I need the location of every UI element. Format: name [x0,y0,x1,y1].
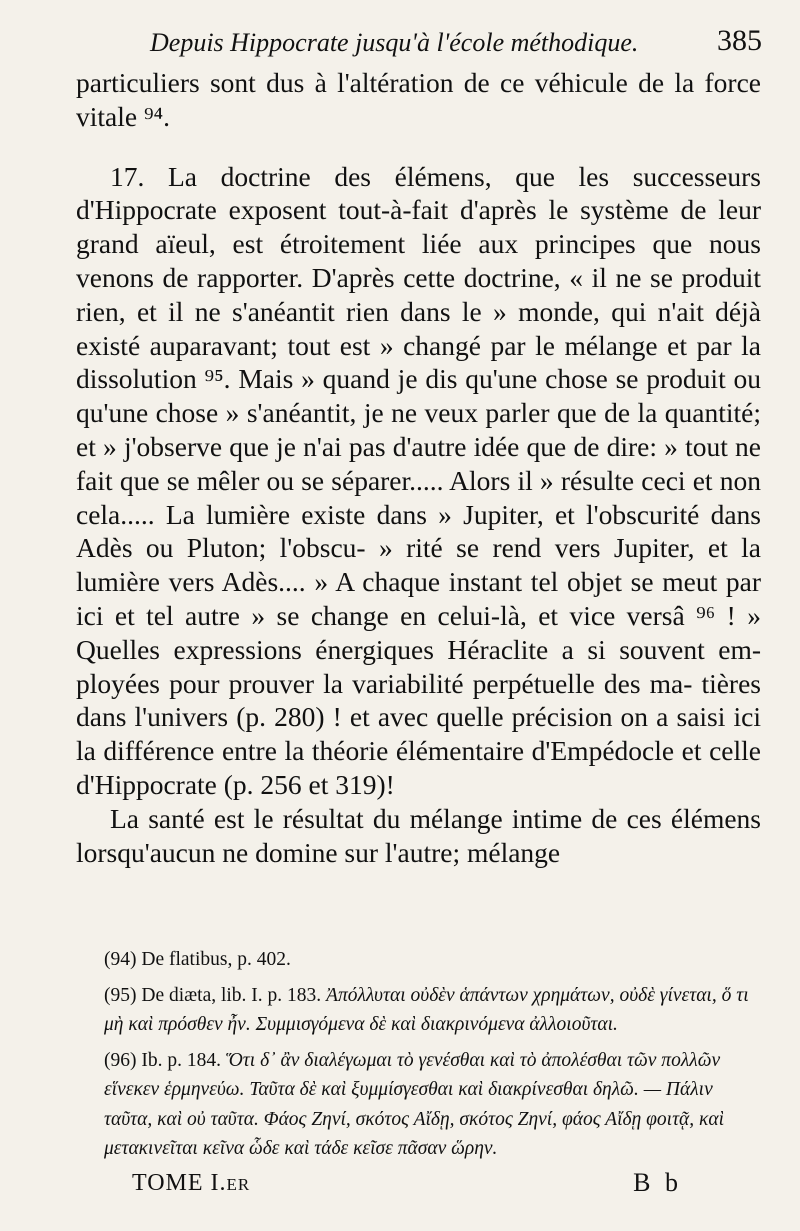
footnote-96 [104,1046,764,1164]
footnote-95-greek: Ἀπόλλυται οὐδὲν ἁπάντων χρημάτων, οὐδὲ γίνεται, ὅ τι μὴ καὶ πρόσθεν ἦν. Συμμισγόμενα δὲ καὶ διακρινόμενα ἀλλοιοῦται. [104,984,749,1035]
paragraph-sante: La santé est le résultat du mélange intime de ces élémens lorsqu'aucun ne domine sur l'autre; mélange [76,802,761,868]
running-title: Depuis Hippocrate jusqu'à l'école méthodique. [150,28,639,57]
running-header [150,24,770,64]
page-number: 385 [717,24,762,57]
signature-mark: B b [633,1168,682,1197]
footnote-95 [104,981,764,1040]
tome-label: TOME I.er [132,1170,251,1196]
footnote-96-greek: Ὅτι δ᾽ ἂν διαλέγωμαι τὸ γενέσθαι καὶ τὸ ἀπολέσθαι τῶν πολλῶν εἵνεκεν ἑρμηνεύω. Ταῦτα δὲ καὶ ξυμμίσγεσθαι καὶ διακρίνεσθαι δηλῶ. — Πάλιν ταῦτα, καὶ οὐ ταῦτα. Φάος Ζηνί, σκότος Αἴδῃ, σκότος Ζηνί, φάος Αἴδῃ φοιτᾷ, καὶ μετακινεῖται κεῖνα ὧδε καὶ τάδε κεῖσε πᾶσαν ὥρην. [104,1049,725,1159]
paragraph-continuation: particuliers sont dus à l'altération de ce véhicule de la force vitale ⁹⁴. [76,67,761,132]
page-footer [132,1162,682,1202]
main-text [76,66,761,869]
footnote-94: (94) De flatibus, p. 402. [104,949,291,970]
paragraph-17: 17. La doctrine des élémens, que les successeurs d'Hippocrate exposent tout-à-fait d'après le système de leur grand aïeul, est étroitement liée aux principes que nous venons de rapporter. D'après cette doctrine, « il ne se produit rien, et il ne s'anéantit rien dans le » monde, qui n'ait déjà existé auparavant; tout est » changé par le mélange et par la dissolution ⁹⁵. Mais » quand je dis qu'une chose se produit ou qu'une chose » s'anéantit, je ne veux parler que de la quantité; et » j'observe que je n'ai pas d'autre idée que de dire: » tout ne fait que se mêler ou se séparer..... Alors il » résulte ceci et non cela..... La lumière existe dans » Jupiter, et l'obscurité dans Adès ou Pluton; l'obscu- » rité se rend vers Jupiter, et la lumière vers Adès.... » A chaque instant tel objet se meut par ici et tel autre » se change en celui-là, et vice versâ ⁹⁶ ! » Quelles expressions énergiques Héraclite a si souvent em- ployées pour prouver la variabilité perpétuelle des ma- tières dans l'univers (p. 280) ! et avec quelle précision on a saisi ici la différence entre la théorie élémentaire d'Empédocle et celle d'Hippocrate (p. 256 et 319)! [76,160,761,800]
footnote-96-label: (96) Ib. p. 184. [104,1049,221,1071]
footnotes [104,945,764,1170]
footnote-95-label: (95) De diæta, lib. I. p. 183. [104,984,322,1006]
